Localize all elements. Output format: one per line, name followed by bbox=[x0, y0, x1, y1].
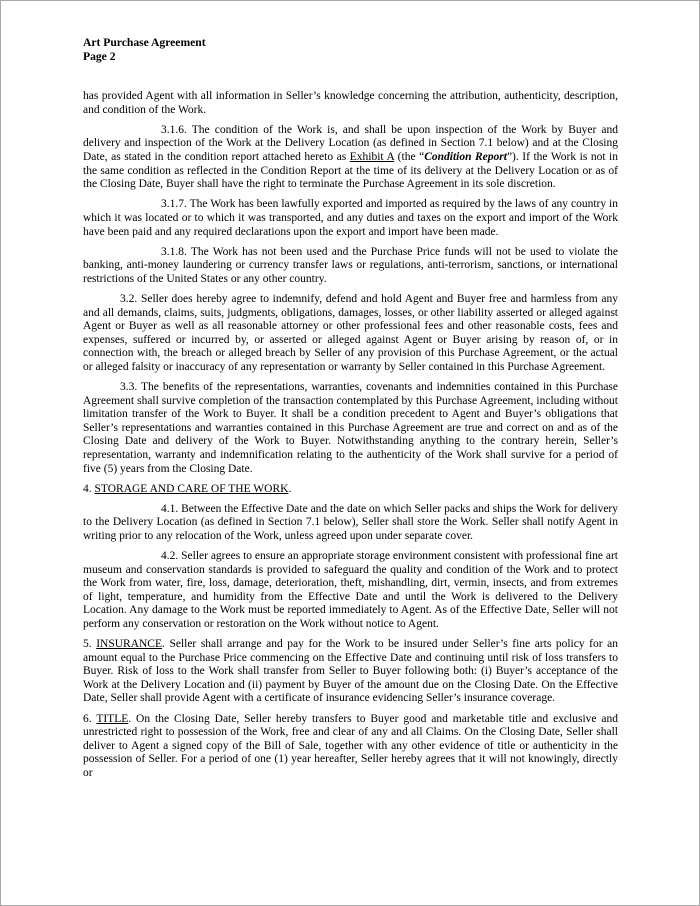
text-run: 4. bbox=[83, 482, 95, 495]
paragraph-3-3 bbox=[83, 381, 618, 476]
bolditalic-text-run: Condition Report bbox=[424, 151, 507, 164]
text-run: . On the Closing Date, Seller hereby transfers to Buyer good and marketable title and exclusive and unrestricted right to possession of the Work, free and clear of any and all Claims. On the Closing Date, Seller shall deliver to Agent a signed copy of the Bill of Sale, together with any other evidence of title or authenticity in the possession of Seller. For a period of one (1) year hereafter, Seller hereby agrees that it will not knowingly, directly or bbox=[83, 712, 619, 779]
text-run: . bbox=[288, 482, 292, 495]
text-run: 3.1.6. The condition of the Work is, and shall be upon inspection of the Work by Buyer and delivery and inspection of the Work at the Delivery Location (as defined in Section 7.1 below) and at the Closing Date, as stated in the condition report attached hereto as bbox=[83, 123, 618, 164]
paragraph-continuation bbox=[83, 90, 618, 117]
underline-text-run: STORAGE AND CARE OF THE WORK bbox=[94, 482, 289, 495]
text-run: 3.2. Seller does hereby agree to indemnify, defend and hold Agent and Buyer free and harmless from any and all demands, claims, suits, judgments, obligations, damages, losses, or other liability asserted or alleged against Agent or Buyer as well as all reasonable attorney or other professional fees and other reasonable costs, fees and expenses, suffered or incurred by, or asserted or alleged against Agent or Buyer arising by reason of, or in connection with, the breach or alleged breach by Seller of any provision of this Purchase Agreement, or the actual or alleged falsity or inaccuracy of any representation or warranty by Seller contained in this Purchase Agreement. bbox=[83, 292, 618, 373]
section-paragraph-6-title bbox=[83, 713, 618, 781]
text-run: has provided Agent with all information in Seller’s knowledge concerning the attribution, authenticity, description, and condition of the Work. bbox=[83, 90, 618, 116]
paragraph-3-2 bbox=[83, 293, 618, 375]
underline-text-run: Exhibit A bbox=[349, 151, 395, 164]
page-number-label: Page 2 bbox=[83, 49, 116, 63]
document-title: Art Purchase Agreement bbox=[83, 36, 206, 49]
text-run: 5. bbox=[83, 638, 97, 651]
text-run: 4.2. Seller agrees to ensure an appropriate storage environment consistent with professional fine art museum and conservation standards is provided to safeguard the quality and condition of the Work and to protect the Work from water, fire, loss, damage, deterioration, theft, mishandling, dirt, vermin, insects, and from extremes of light, temperature, and humidity from the Effective Date and until the Work is delivered to the Delivery Location. Any damage to the Work must be reported immediately to Agent. As of the Effective Date, Seller will not perform any conservation or restoration on the Work without notice to Agent. bbox=[83, 550, 618, 630]
text-run: ”). If the Work is not in the same condition as reflected in the Condition Report at the time of its delivery at the Delivery Location or as of the Closing Date, Buyer shall have the right to terminate the Purchase Agreement in its sole discretion. bbox=[83, 151, 618, 191]
paragraph-3-1-7 bbox=[83, 198, 618, 239]
text-run: 4.1. Between the Effective Date and the date on which Seller packs and ships the Work for delivery to the Delivery Location (as defined in Section 7.1 below), Seller shall store the Work. Seller shall notify Agent in writing prior to any relocation of the Work, unless agreed upon under separate cover. bbox=[83, 502, 618, 542]
document-body bbox=[83, 90, 618, 780]
document-header bbox=[83, 36, 618, 63]
text-run: (the “ bbox=[394, 151, 425, 164]
text-run: 3.1.8. The Work has not been used and the Purchase Price funds will not be used to violate the banking, anti-money laundering or currency transfer laws or regulations, anti-terrorism, sanctions, or international restrictions of the United States or any other country. bbox=[83, 245, 618, 285]
underline-text-run: TITLE bbox=[96, 712, 129, 725]
section-paragraph-5-insurance bbox=[83, 638, 618, 706]
text-run: . Seller shall arrange and pay for the Work to be insured under Seller’s fine arts policy for an amount equal to the Purchase Price commencing on the Effective Date and continuing until risk of loss transfers to Buyer. Risk of loss to the Work shall transfer from Seller to Buyer following both: (i) Buyer’s acceptance of the Work at the Delivery Location and (ii) payment by Buyer of the amount due on the Closing Date. On the Effective Date, Seller shall provide Agent with a certificate of insurance evidencing Seller’s insurance coverage. bbox=[83, 638, 618, 705]
paragraph-3-1-6 bbox=[83, 124, 618, 192]
text-run: 3.1.7. The Work has been lawfully exported and imported as required by the laws of any country in which it was located or to which it was transported, and any duties and taxes on the export and import of the Work have been paid and any required declarations upon the export and import have been made. bbox=[83, 198, 618, 238]
paragraph-3-1-8 bbox=[83, 246, 618, 287]
section-heading-4 bbox=[83, 483, 618, 497]
underline-text-run: INSURANCE bbox=[96, 638, 162, 651]
paragraph-4-2 bbox=[83, 550, 618, 632]
text-run: 6. bbox=[83, 712, 97, 725]
text-run: 3.3. The benefits of the representations, warranties, covenants and indemnities contained in this Purchase Agreement shall survive completion of the transaction contemplated by this Purchase Agreement, including without limitation transfer of the Work to Buyer. It shall be a condition precedent to Agent and Buyer’s obligations that Seller’s representations and warranties contained in this Purchase Agreement are true and correct on and as of the Closing Date and delivery of the Work to Buyer. Notwithstanding anything to the contrary herein, Seller’s representation, warranty and indemnification relating to the authenticity of the Work shall survive for a period of five (5) years from the Closing Date. bbox=[83, 380, 618, 475]
paragraph-4-1 bbox=[83, 503, 618, 544]
